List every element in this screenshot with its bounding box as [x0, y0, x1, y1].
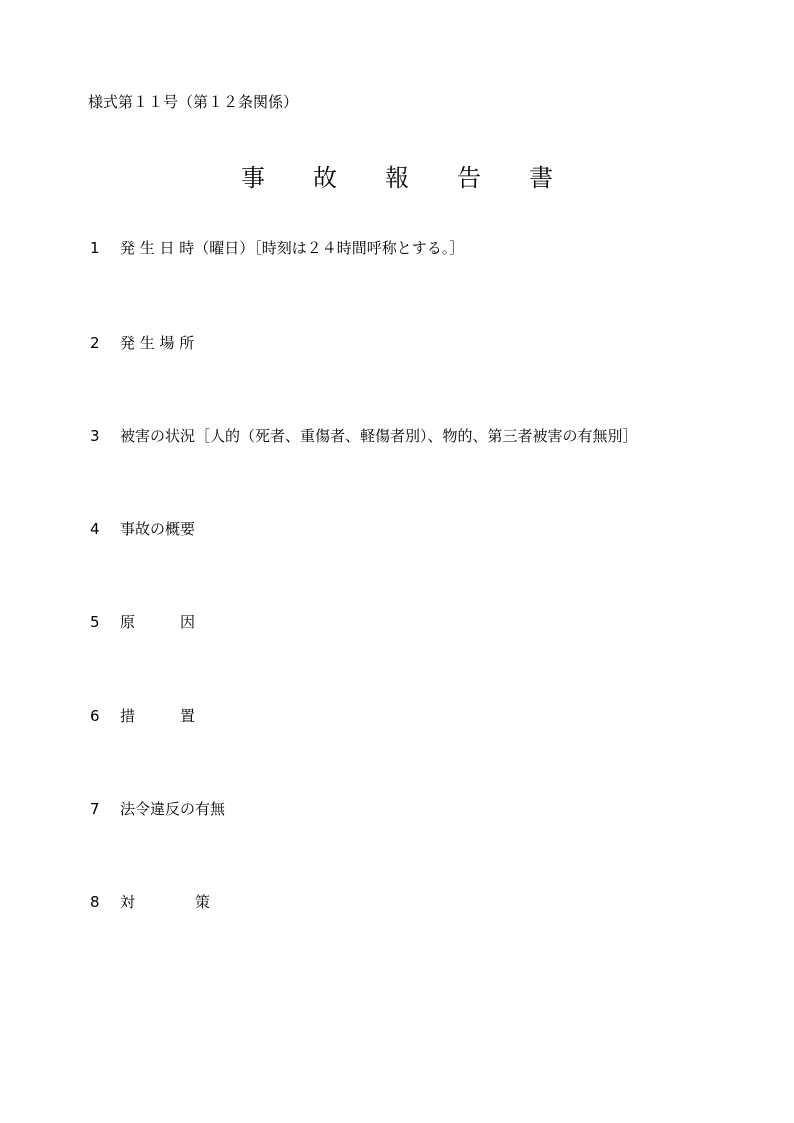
form-number: 様式第１１号（第１２条関係）: [88, 93, 299, 111]
item-number: 1: [90, 239, 100, 257]
report-item-legal-violation: [90, 798, 225, 820]
item-label: 発 生 日 時（曜日）［時刻は２４時間呼称とする。］: [120, 239, 465, 257]
item-label: 法令違反の有無: [120, 800, 226, 818]
item-number: 2: [90, 334, 100, 352]
report-item-occurrence-datetime: [90, 237, 464, 259]
item-label: 対 策: [120, 893, 211, 911]
report-item-cause: [90, 611, 195, 633]
report-item-countermeasures: [90, 891, 210, 913]
item-label: 事故の概要: [120, 520, 196, 538]
item-label: 被害の状況［人的（死者、重傷者、軽傷者別）、物的、第三者被害の有無別］: [120, 427, 638, 445]
item-number: 8: [90, 893, 100, 911]
report-item-damage-status: [90, 425, 638, 447]
item-label: 発 生 場 所: [120, 334, 195, 352]
item-number: 5: [90, 613, 100, 631]
item-label: 措 置: [120, 707, 196, 725]
item-number: 7: [90, 800, 100, 818]
report-item-accident-summary: [90, 518, 195, 540]
item-number: 3: [90, 427, 100, 445]
document-title: 事 故 報 告 書: [241, 164, 553, 192]
report-item-measures: [90, 705, 195, 727]
item-number: 6: [90, 707, 100, 725]
item-label: 原 因: [120, 613, 196, 631]
report-item-occurrence-location: [90, 332, 194, 354]
item-number: 4: [90, 520, 100, 538]
